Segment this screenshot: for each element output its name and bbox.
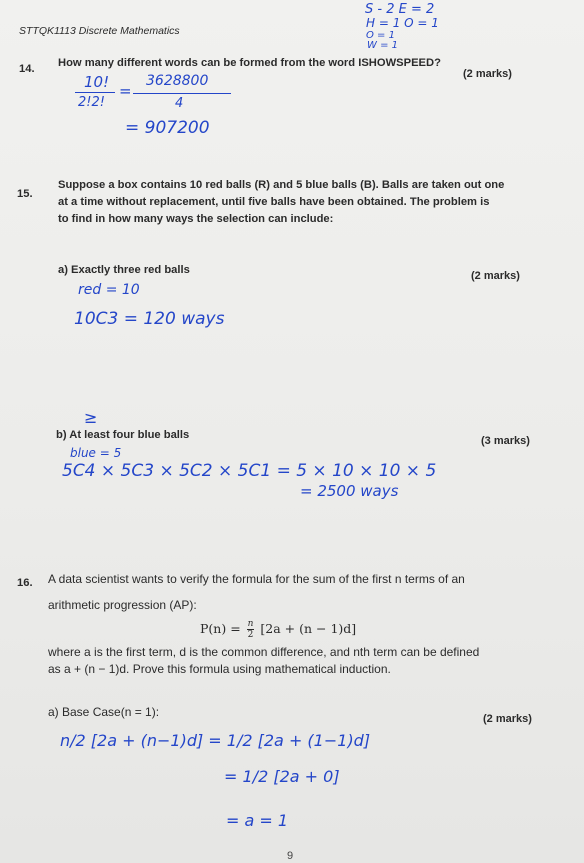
q16a-label: a) Base Case(n = 1):	[48, 705, 160, 719]
q16-line-2: arithmetic progression (AP):	[48, 598, 197, 612]
formula-lhs: P(n) =	[200, 621, 245, 636]
q15b-marks: (3 marks)	[481, 435, 530, 447]
handwritten-geq-sign: ≥	[84, 408, 98, 427]
handwritten-denominator-2: 4	[175, 96, 184, 111]
q16a-marks: (2 marks)	[483, 713, 532, 725]
q15a-marks: (2 marks)	[471, 270, 520, 282]
handwritten-q15b-line-1: blue = 5	[70, 446, 122, 460]
q16-formula	[200, 619, 356, 640]
formula-rhs: [2a + (n − 1)d]	[260, 621, 357, 636]
handwritten-q15a-line-1: red = 10	[78, 282, 140, 298]
course-title: STTQK1113 Discrete Mathematics	[19, 25, 180, 37]
formula-fraction-denominator: 2	[247, 630, 254, 640]
handwritten-q16a-line-3: = a = 1	[226, 811, 289, 830]
q16-line-1: A data scientist wants to verify the formula for the sum of the first n terms of an	[48, 572, 465, 586]
q15-line-2: at a time without replacement, until five balls have been obtained. The problem is	[58, 196, 490, 208]
q15b-label: b) At least four blue balls	[56, 429, 190, 441]
handwritten-q15b-line-2: 5C4 × 5C3 × 5C2 × 5C1 = 5 × 10 × 10 × 5	[62, 461, 437, 481]
handwritten-q15a-line-2: 10C3 = 120 ways	[74, 309, 225, 329]
handwritten-q16a-line-2: = 1/2 [2a + 0]	[224, 767, 340, 786]
fraction-bar-1	[75, 92, 115, 93]
q15-line-3: to find in how many ways the selection can include:	[58, 213, 334, 225]
q15-number: 15.	[17, 188, 33, 200]
q16-line-3: where a is the first term, d is the common difference, and nth term can be defined	[48, 645, 480, 659]
handwritten-numerator-2: 3628800	[146, 73, 209, 89]
q16-number: 16.	[17, 577, 33, 589]
handwritten-letter-counts-2: H = 1 O = 1	[366, 16, 439, 30]
page-number: 9	[287, 850, 294, 862]
q14-number: 14.	[19, 63, 35, 75]
handwritten-denominator-1: 2!2!	[78, 95, 105, 110]
formula-fraction-numerator: n	[247, 619, 254, 629]
handwritten-numerator-1: 10!	[84, 73, 110, 91]
formula-fraction	[247, 619, 255, 640]
q14-text: How many different words can be formed from the word ISHOWSPEED?	[58, 57, 441, 69]
q16-line-4: as a + (n − 1)d. Prove this formula using mathematical induction.	[48, 662, 391, 676]
fraction-bar-2	[133, 93, 231, 94]
q15-line-1: Suppose a box contains 10 red balls (R) and 5 blue balls (B). Balls are taken out one	[58, 179, 505, 191]
handwritten-q16a-line-1: n/2 [2a + (n−1)d] = 1/2 [2a + (1−1)d]	[60, 731, 371, 750]
handwritten-letter-counts-3: O = 1	[366, 30, 395, 41]
handwritten-q14-answer: = 907200	[125, 118, 210, 138]
handwritten-letter-counts-1: S - 2 E = 2	[365, 2, 435, 17]
q14-marks: (2 marks)	[463, 68, 512, 80]
handwritten-letter-counts-4: W = 1	[367, 40, 398, 51]
handwritten-q15b-line-3: = 2500 ways	[300, 482, 399, 500]
q15a-label: a) Exactly three red balls	[58, 264, 190, 276]
handwritten-equals-1: =	[119, 82, 132, 100]
